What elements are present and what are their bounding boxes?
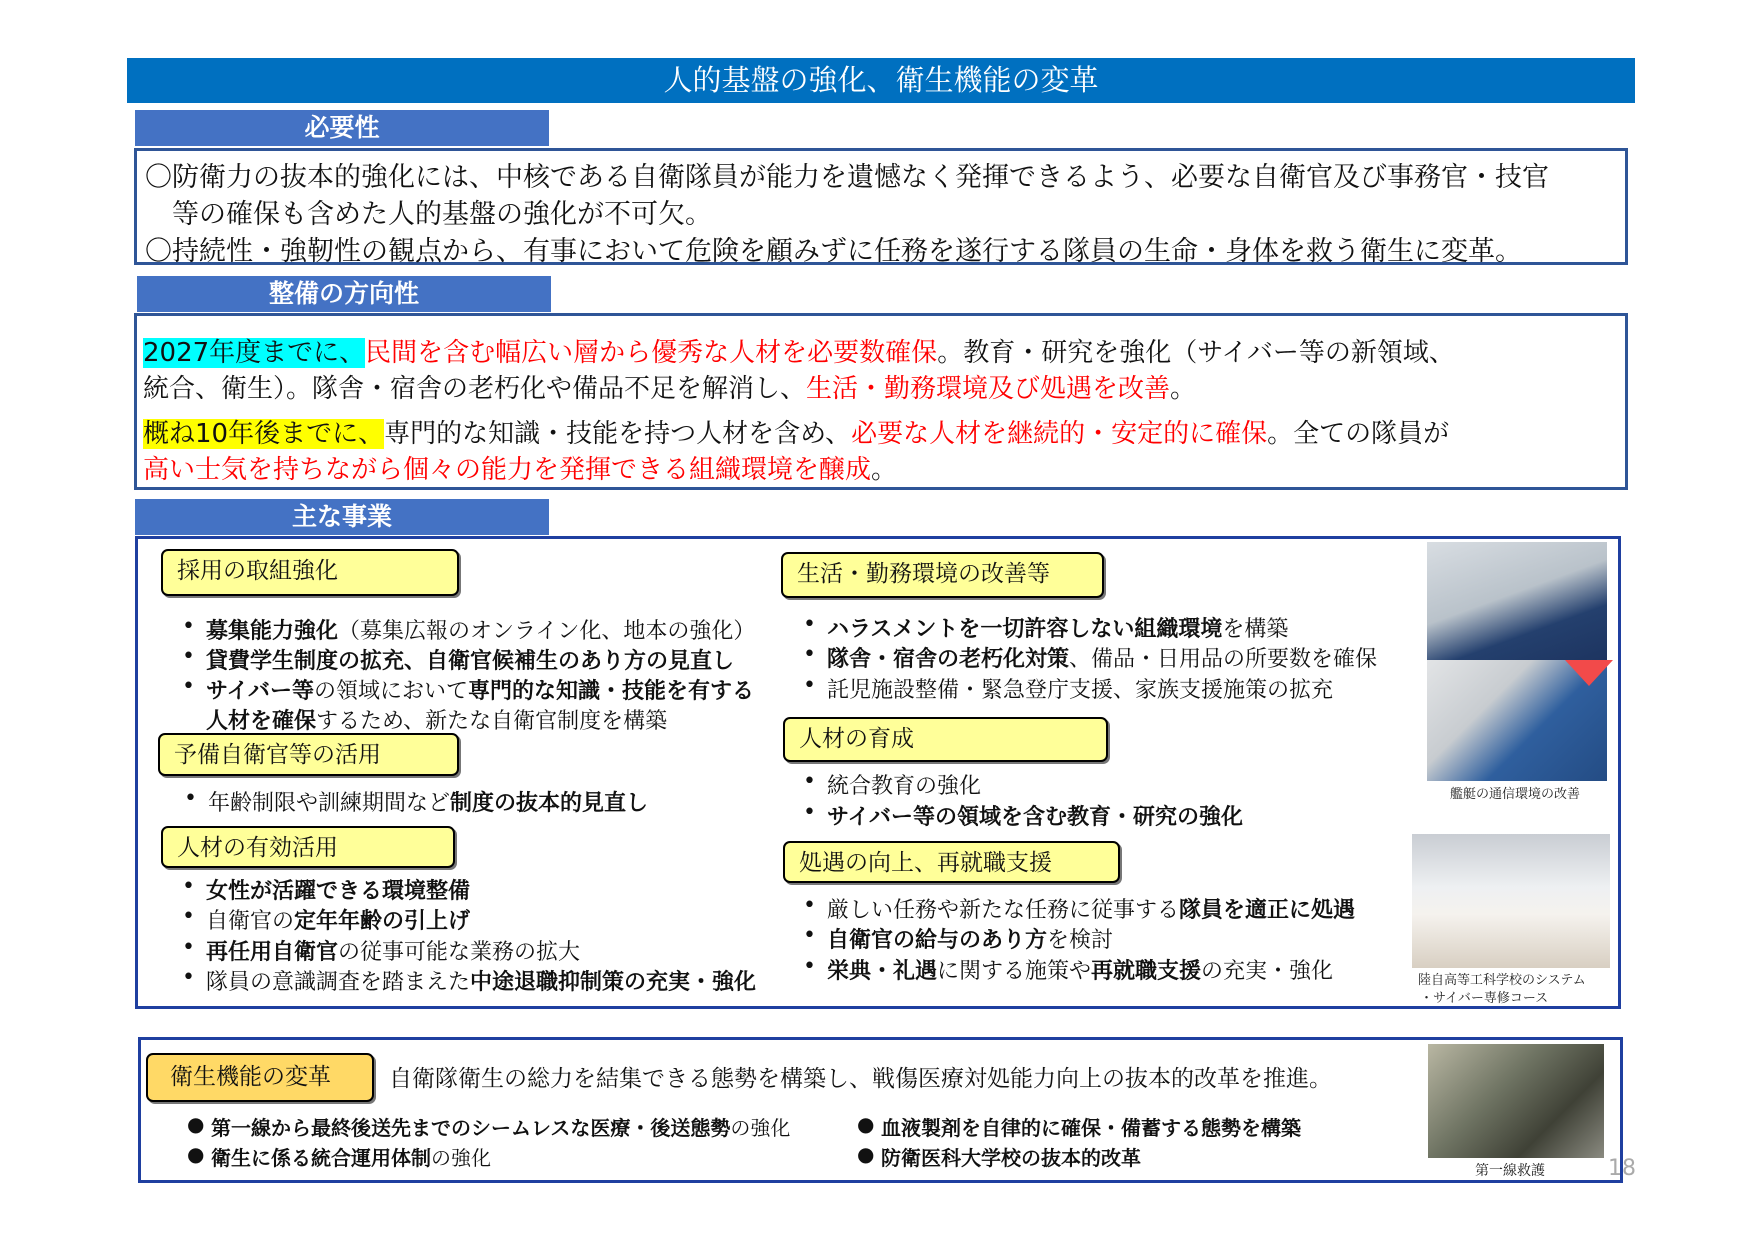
text-segment: 女性が活躍できる環境整備	[206, 879, 471, 904]
bullet-icon: •	[803, 800, 816, 825]
bullet-icon: •	[184, 786, 197, 811]
photo-caption: 陸自高等工科学校のシステム	[1418, 973, 1586, 988]
text-segment: 中途退職抑制策の充実・強化	[470, 970, 757, 995]
photo-caption: ・サイバー専修コース	[1420, 991, 1549, 1006]
text-segment: 専門的な知識・技能を有する	[468, 679, 755, 704]
text-segment: 民間を含む幅広い層から優秀な人材を必要数確保	[365, 338, 938, 368]
bullet-icon: •	[803, 642, 816, 667]
direction-line	[143, 368, 1196, 405]
bullet-item	[803, 673, 1334, 704]
text-segment: 衛生に係る統合運用体制	[211, 1146, 431, 1170]
text-segment: 再就職支援	[1091, 959, 1202, 984]
bullet-icon: •	[803, 612, 816, 637]
text-segment: の充実・強化	[1201, 959, 1334, 984]
text-segment: 2027年度までに、	[143, 338, 366, 368]
text-segment: の領域において	[314, 679, 469, 704]
group-label-training: 人材の育成	[783, 717, 1108, 762]
bullet-icon: ●	[857, 1112, 875, 1136]
bullet-icon: •	[803, 769, 816, 794]
text-segment: 隊舎・宿舎の老朽化対策	[827, 647, 1070, 672]
bullet-icon: •	[803, 923, 816, 948]
medical-summary: 自衛隊衛生の総力を結集できる態勢を構築し、戦傷医療対処能力向上の抜本的改革を推進。	[389, 1066, 1332, 1092]
text-segment: 。全ての隊員が	[1267, 419, 1450, 449]
group-label-living: 生活・勤務環境の改善等	[781, 552, 1104, 598]
text-segment: の強化	[431, 1146, 491, 1170]
bullet-item	[182, 614, 756, 645]
direction-heading: 整備の方向性	[137, 276, 551, 312]
photo-caption: 第一線救護	[1475, 1163, 1545, 1179]
text-segment: 定年年齢の引上げ	[294, 909, 471, 934]
bullet-icon: ●	[187, 1112, 205, 1136]
direction-line	[143, 413, 1449, 450]
necessity-line	[145, 229, 1522, 268]
bullet-item	[182, 965, 757, 996]
bullet-item	[187, 1142, 491, 1171]
bullet-item	[182, 904, 471, 935]
necessity-line	[145, 155, 1549, 194]
text-segment: 。	[871, 455, 898, 485]
main-heading: 主な事業	[135, 499, 549, 535]
text-segment: に関する施策や	[937, 959, 1092, 984]
text-segment: 制度の抜本的見直し	[450, 791, 649, 816]
text-segment: 、備品・日用品の所要数を確保	[1069, 647, 1378, 672]
group-label-recruitment: 採用の取組強化	[161, 549, 459, 596]
bullet-item	[206, 704, 667, 735]
ship-photo-top	[1427, 542, 1607, 660]
text-segment: 隊員を適正に処遇	[1179, 898, 1356, 923]
direction-line	[143, 332, 1455, 369]
bullet-icon: •	[182, 965, 195, 990]
text-segment: 統合、衛生）。隊舎・宿舎の老朽化や備品不足を解消し、	[143, 374, 807, 404]
text-segment: 〇防衛力の抜本的強化には、中核である自衛隊員が能力を遺憾なく発揮できるよう、必要な自衛官及び事務官・技官	[145, 162, 1549, 193]
text-segment: 等の確保も含めた人的基盤の強化が不可欠。	[145, 199, 712, 230]
text-segment: 。	[1170, 374, 1197, 404]
bullet-item	[803, 954, 1334, 985]
bullet-icon: •	[182, 935, 195, 960]
necessity-box	[134, 148, 1628, 265]
page-number: 18	[1608, 1156, 1636, 1181]
text-segment: サイバー等	[206, 679, 315, 704]
bullet-item	[803, 800, 1244, 831]
text-segment: 血液製剤を自律的に確保・備蓄する態勢を構築	[881, 1116, 1301, 1140]
text-segment: 年齢制限や訓練期間など	[208, 791, 451, 816]
text-segment: 統合教育の強化	[827, 774, 982, 799]
page-title: 人的基盤の強化、衛生機能の変革	[127, 58, 1635, 103]
text-segment: するため、新たな自衛官制度を構築	[316, 709, 668, 734]
bullet-item	[182, 674, 755, 705]
bullet-icon: •	[803, 673, 816, 698]
bullet-icon: •	[182, 874, 195, 899]
group-label-treatment: 処遇の向上、再就職支援	[783, 841, 1120, 883]
text-segment: の強化	[730, 1116, 791, 1140]
bullet-item	[803, 612, 1289, 643]
direction-line	[143, 449, 897, 486]
bullet-item	[803, 642, 1378, 673]
text-segment: 専門的な知識・技能を持つ人材を含め、	[384, 419, 852, 449]
text-segment: 高い士気を持ちながら個々の能力を発揮できる組織環境を醸成	[143, 455, 872, 485]
bullet-icon: ●	[857, 1142, 875, 1166]
classroom-photo	[1412, 834, 1610, 968]
text-segment: 必要な人材を継続的・安定的に確保	[851, 419, 1268, 449]
text-segment: 生活・勤務環境及び処遇を改善	[806, 374, 1171, 404]
bullet-item	[803, 923, 1114, 954]
text-segment: 〇持続性・強靭性の観点から、有事において危険を顧みずに任務を遂行する隊員の生命・身体を救う衛生に変革。	[145, 236, 1522, 267]
bullet-item	[182, 644, 735, 675]
bullet-icon: •	[182, 614, 195, 639]
bullet-icon: •	[182, 674, 195, 699]
bullet-icon: ●	[187, 1142, 205, 1166]
direction-box	[134, 313, 1628, 490]
bullet-icon: •	[182, 904, 195, 929]
group-label-reserve: 予備自衛官等の活用	[158, 733, 459, 776]
text-segment: 託児施設整備・緊急登庁支援、家族支援施策の拡充	[827, 678, 1334, 703]
text-segment: （募集広報のオンライン化、地本の強化）	[338, 619, 756, 644]
necessity-heading: 必要性	[135, 110, 549, 146]
text-segment: 防衛医科大学校の抜本的改革	[881, 1146, 1141, 1170]
first-aid-photo	[1428, 1044, 1604, 1158]
photo-caption: 艦艇の通信環境の改善	[1450, 787, 1581, 802]
text-segment: 概ね10年後までに、	[143, 419, 385, 449]
text-segment: 貸費学生制度の拡充、自衛官候補生のあり方の見直し	[206, 649, 735, 674]
arrow-down-icon	[1565, 660, 1613, 686]
bullet-item	[182, 874, 471, 905]
bullet-item	[803, 893, 1356, 924]
text-segment: 再任用自衛官	[206, 940, 339, 965]
group-label-utilization: 人材の有効活用	[161, 826, 455, 868]
necessity-line	[145, 192, 712, 231]
text-segment: 隊員の意識調査を踏まえた	[206, 970, 471, 995]
text-segment: 。教育・研究を強化（サイバー等の新領域、	[937, 338, 1455, 368]
text-segment: を検討	[1047, 928, 1114, 953]
text-segment: 厳しい任務や新たな任務に従事する	[827, 898, 1180, 923]
bullet-item	[184, 786, 649, 817]
text-segment: 自衛官の	[206, 909, 295, 934]
bullet-item	[182, 935, 581, 966]
medical-label: 衛生機能の変革	[146, 1053, 374, 1102]
text-segment: サイバー等の領域を含む教育・研究の強化	[827, 805, 1244, 830]
bullet-icon: •	[182, 644, 195, 669]
bullet-icon: •	[803, 893, 816, 918]
bullet-icon: •	[803, 954, 816, 979]
bullet-item	[857, 1112, 1301, 1141]
bullet-item	[803, 769, 982, 800]
bullet-item	[857, 1142, 1141, 1171]
text-segment: 第一線から最終後送先までのシームレスな医療・後送態勢	[211, 1116, 731, 1140]
text-segment: 栄典・礼遇	[827, 959, 938, 984]
text-segment: の従事可能な業務の拡大	[338, 940, 581, 965]
text-segment: 自衛官の給与のあり方	[827, 928, 1048, 953]
bullet-item	[187, 1112, 791, 1141]
text-segment: ハラスメントを一切許容しない組織環境	[827, 617, 1223, 642]
text-segment: 人材を確保	[206, 709, 317, 734]
text-segment: 募集能力強化	[206, 619, 339, 644]
text-segment: を構築	[1222, 617, 1289, 642]
